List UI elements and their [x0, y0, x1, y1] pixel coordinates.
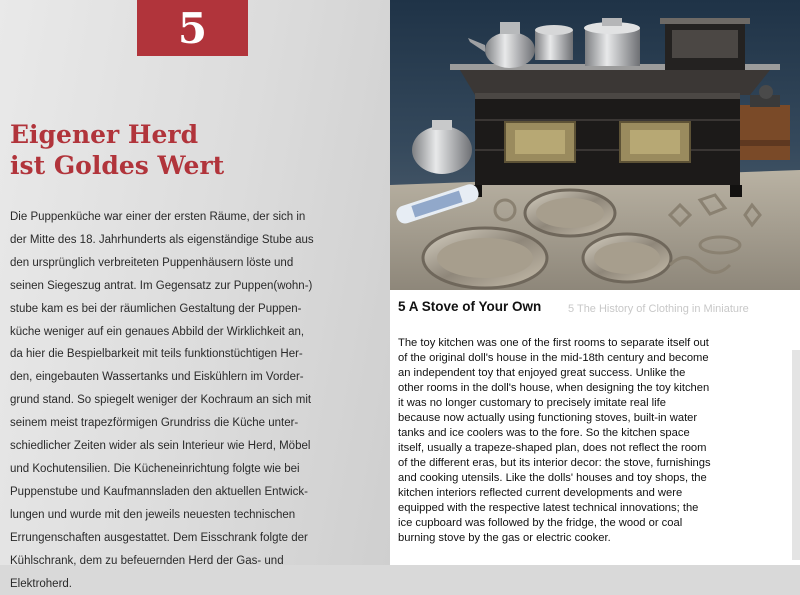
cooking-pot — [535, 25, 573, 60]
english-body-line: an independent toy that enjoyed great success. Unlike the — [398, 366, 794, 381]
german-text-panel — [0, 0, 390, 565]
english-body-line: of the different eras, but its interior decor: the stove, furnishings — [398, 456, 794, 471]
english-body-line: equipped with the respective latest technical innovations; the — [398, 501, 794, 516]
english-body-line: kitchen interiors reflected current developments and were — [398, 486, 794, 501]
german-body-line: Kühlschrank, dem zu befeuernden Herd der Gas- und — [10, 550, 380, 573]
german-body-line: Puppenstube und Kaufmannsladen den aktuellen Entwick- — [10, 481, 380, 504]
english-body-line: and cooking utensils. Like the dolls' houses and toy shops, the — [398, 471, 794, 486]
stock-pot — [584, 18, 640, 66]
german-body-line: der Mitte des 18. Jahrhunderts als eigenständige Stube aus — [10, 229, 380, 252]
tart-tin — [423, 228, 547, 288]
english-body-line: itself, usually a trapeze-shaped plan, does not reflect the room — [398, 441, 794, 456]
english-body-line: it was no longer customary to precisely imitate real life — [398, 396, 794, 411]
english-text-panel — [390, 290, 800, 565]
english-body-line: The toy kitchen was one of the first rooms to separate itself out — [398, 336, 794, 351]
show-through-text: 5 The History of Clothing in Miniature — [568, 303, 749, 315]
german-body-line: küche weniger auf ein genaues Abbild der Wirklichkeit an, — [10, 321, 380, 344]
exhibit-number-badge: 5 — [137, 0, 248, 56]
german-body-line: schiedlicher Zeiten wider als sein Interieur wie Herd, Möbel — [10, 435, 380, 458]
german-body-line: stube kam es bei der räumlichen Gestaltung der Puppen- — [10, 298, 380, 321]
toy-stove-illustration — [390, 0, 800, 290]
german-body-line: den, eingebauten Wassertanks und Eiskühlern im Vorder- — [10, 366, 380, 389]
english-body-line: other rooms in the doll's house, when designing the toy kitchen — [398, 381, 794, 396]
english-body-line: because now actually using functioning stoves, built-in water — [398, 411, 794, 426]
german-body-line: Elektroherd. — [10, 573, 380, 595]
german-body-line: lungen und wurde mit den jeweils neuesten technischen — [10, 504, 380, 527]
tart-tin — [583, 234, 671, 282]
english-body-line: burning stove by the gas or electric cooker. — [398, 531, 794, 546]
tart-tin — [525, 190, 615, 236]
german-body-line: den ursprünglich verbreiteten Puppenhäusern löste und — [10, 252, 380, 275]
german-title-line: ist Goldes Wert — [10, 150, 385, 181]
german-body-line: Errungenschaften ausgestattet. Dem Eisschrank folgte der — [10, 527, 380, 550]
german-title — [10, 119, 385, 181]
german-body-line: seinen Siegeszug antrat. Im Gegensatz zur Puppen(wohn-) — [10, 275, 380, 298]
german-body-text — [10, 206, 380, 595]
english-title: 5 A Stove of Your Own — [398, 299, 541, 314]
english-body-text — [398, 336, 794, 546]
german-body-line: und Kochutensilien. Die Kücheneinrichtung folgte wie bei — [10, 458, 380, 481]
english-body-line: ice cupboard was followed by the fridge, the wood or coal — [398, 516, 794, 531]
german-title-line: Eigener Herd — [10, 119, 385, 150]
german-body-line: da hier die Bespielbarkeit mit teils funktionstüchtigen Her- — [10, 343, 380, 366]
toy-kitchen-photo — [390, 0, 800, 290]
german-body-line: grund stand. So spiegelt weniger der Kochraum an sich mit — [10, 389, 380, 412]
warming-box — [660, 18, 750, 70]
english-body-line: tanks and ice coolers was to the fore. So the kitchen space — [398, 426, 794, 441]
german-body-line: seinem meist trapezförmigen Grundriss die Küche unter- — [10, 412, 380, 435]
toy-stove — [450, 64, 780, 197]
english-body-line: of the original doll's house in the mid-18th century and become — [398, 351, 794, 366]
german-body-line: Die Puppenküche war einer der ersten Räume, der sich in — [10, 206, 380, 229]
